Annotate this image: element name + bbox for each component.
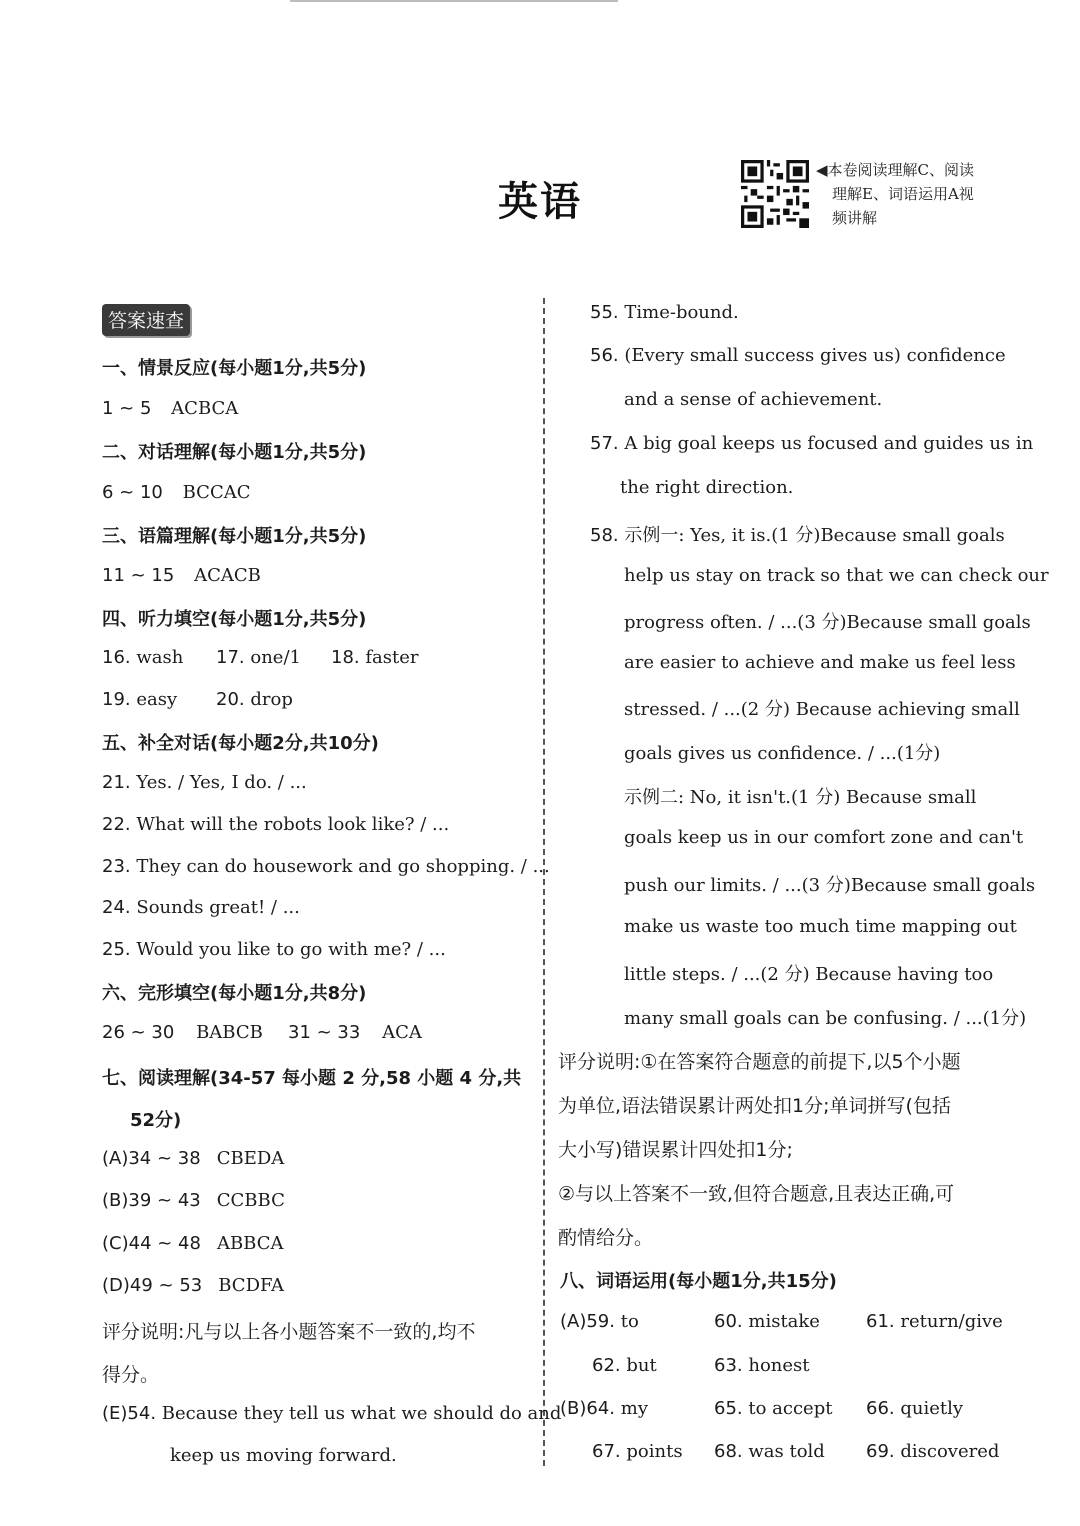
question-range: (B)39 ~ 43 (102, 1190, 201, 1211)
answer-item (866, 1441, 999, 1462)
section-heading: 二、对话理解(每小题1分,共5分) (102, 442, 367, 463)
section-heading-cont: 52分) (130, 1110, 182, 1131)
answer-text-cont: and a sense of achievement. (624, 389, 883, 410)
answer-item (102, 1403, 561, 1424)
answer-text-cont: push our limits. / ...(3 分)Because small goals (624, 875, 1036, 896)
answer-letters: CCBBC (216, 1190, 285, 1211)
answer-item (590, 521, 1005, 547)
answer-letters: BCDFA (218, 1275, 284, 1296)
answer-item (714, 1311, 820, 1332)
question-number: (B)64. (560, 1398, 616, 1419)
answer-letters: CBEDA (216, 1148, 285, 1169)
answer-text: Sounds great! / ... (136, 897, 300, 918)
answer-line (102, 1022, 263, 1043)
question-number: 68. (714, 1441, 743, 1462)
answer-item (102, 689, 177, 710)
answer-text-cont: 示例二: No, it isn't.(1 分) Because small (624, 787, 977, 808)
question-number: (A)59. (560, 1311, 615, 1332)
answer-text: drop (250, 689, 293, 710)
question-range: 31 ~ 33 (288, 1022, 361, 1043)
question-number: 56. (590, 345, 619, 366)
answer-line (102, 1233, 284, 1254)
top-rule (290, 0, 618, 2)
question-number: 57. (590, 433, 619, 454)
scoring-note: 评分说明:①在答案符合题意的前提下,以5个小题 (558, 1051, 961, 1073)
answer-text: wash (136, 647, 184, 668)
answer-item (714, 1398, 832, 1419)
answer-text-cont: stressed. / ...(2 分) Because achieving small (624, 699, 1020, 720)
question-number: 21. (102, 772, 131, 793)
scoring-note-cont: 为单位,语法错误累计两处扣1分;单词拼写(包括 (558, 1095, 951, 1117)
answer-text-cont: help us stay on track so that we can check our (624, 565, 1049, 586)
answer-text: (Every small success gives us) confidence (624, 345, 1006, 366)
answer-letters: ABBCA (216, 1233, 284, 1254)
answer-text: Would you like to go with me? / ... (136, 939, 446, 960)
answer-item (216, 647, 301, 668)
answer-text: easy (136, 689, 178, 710)
page-title: 英语 (498, 179, 582, 225)
answer-text: my (620, 1398, 649, 1419)
question-number: 60. (714, 1311, 743, 1332)
answer-item (590, 345, 1006, 366)
question-number: 16. (102, 647, 131, 668)
answer-text: to accept (748, 1398, 833, 1419)
question-range: (C)44 ~ 48 (102, 1233, 201, 1254)
question-range: 1 ~ 5 (102, 398, 152, 419)
question-number: 17. (216, 647, 245, 668)
qr-note-line: ◀本卷阅读理解C、阅读 (816, 161, 975, 179)
question-number: 58. (590, 525, 619, 546)
qr-note-line: 频讲解 (832, 209, 878, 227)
answer-letters: BCCAC (182, 482, 251, 503)
answer-item (592, 1441, 683, 1462)
section-heading: 一、情景反应(每小题1分,共5分) (102, 358, 367, 379)
answer-text-cont: progress often. / ...(3 分)Because small goals (624, 612, 1031, 633)
answer-line (102, 1190, 285, 1211)
answer-text-cont: the right direction. (620, 477, 794, 498)
answer-text: They can do housework and go shopping. / ... (136, 856, 550, 877)
qr-note (816, 158, 996, 230)
answer-line (288, 1022, 422, 1043)
qr-note-line: 理解E、词语运用A视 (832, 185, 974, 203)
question-number: 66. (866, 1398, 895, 1419)
question-range: 26 ~ 30 (102, 1022, 175, 1043)
answer-item (866, 1398, 963, 1419)
answer-text: What will the robots look like? / ... (136, 814, 450, 835)
answer-item (590, 433, 1033, 454)
answer-item (102, 814, 449, 835)
question-range: (D)49 ~ 53 (102, 1275, 203, 1296)
answer-text: one/1 (250, 647, 301, 668)
answer-line (102, 565, 261, 586)
section-heading: 四、听力填空(每小题1分,共5分) (102, 609, 367, 630)
answer-letters: ACBCA (171, 398, 239, 419)
answer-text: honest (748, 1355, 810, 1376)
question-range: 6 ~ 10 (102, 482, 163, 503)
answer-item (714, 1355, 810, 1376)
answer-item (102, 647, 183, 668)
question-number: 61. (866, 1311, 895, 1332)
answer-text: but (626, 1355, 657, 1376)
answer-text: A big goal keeps us focused and guides us in (624, 433, 1034, 454)
question-range: (A)34 ~ 38 (102, 1148, 201, 1169)
answer-item (102, 939, 446, 960)
question-number: 67. (592, 1441, 621, 1462)
answer-text: to (620, 1311, 639, 1332)
question-number: 65. (714, 1398, 743, 1419)
answer-text: Yes. / Yes, I do. / ... (136, 772, 307, 793)
answer-item (102, 772, 307, 793)
answer-text: Because they tell us what we should do and (161, 1403, 562, 1424)
answer-item (560, 1311, 639, 1332)
answer-text: points (626, 1441, 683, 1462)
section-heading: 六、完形填空(每小题1分,共8分) (102, 983, 367, 1004)
question-number: 69. (866, 1441, 895, 1462)
answer-text-cont: keep us moving forward. (170, 1445, 397, 1466)
answer-text: return/give (900, 1311, 1003, 1332)
answer-item (590, 302, 739, 323)
question-number: 55. (590, 302, 619, 323)
answer-item (216, 689, 293, 710)
answer-text: Time-bound. (624, 302, 739, 323)
answer-line (102, 1148, 284, 1169)
answer-letters: ACACB (194, 565, 261, 586)
answer-item (714, 1441, 825, 1462)
question-number: 24. (102, 897, 131, 918)
answer-line (102, 482, 251, 503)
question-number: (E)54. (102, 1403, 157, 1424)
question-number: 63. (714, 1355, 743, 1376)
answer-text-cont: many small goals can be confusing. / ...(1分) (624, 1008, 1027, 1029)
answer-text: discovered (900, 1441, 1000, 1462)
scoring-note-cont: 酌情给分。 (558, 1227, 654, 1249)
answer-text: was told (748, 1441, 825, 1462)
answer-item (560, 1398, 648, 1419)
scoring-note-cont: 得分。 (102, 1364, 160, 1386)
answer-text: 示例一: Yes, it is.(1 分)Because small goals (624, 525, 1005, 546)
answer-text-cont: make us waste too much time mapping out (624, 916, 1017, 937)
answer-item (102, 897, 300, 918)
answer-item (866, 1311, 1003, 1332)
section-heading: 五、补全对话(每小题2分,共10分) (102, 733, 379, 754)
answer-item (331, 647, 419, 668)
answer-item (592, 1355, 657, 1376)
answer-text: quietly (900, 1398, 964, 1419)
question-number: 19. (102, 689, 131, 710)
answer-line (102, 398, 238, 419)
section-heading: 八、词语运用(每小题1分,共15分) (560, 1271, 837, 1292)
answer-letters: BABCB (196, 1022, 263, 1043)
question-number: 25. (102, 939, 131, 960)
column-divider (543, 298, 545, 1466)
answer-line (102, 1275, 284, 1296)
question-number: 22. (102, 814, 131, 835)
answer-letters: ACA (382, 1022, 422, 1043)
scoring-note-cont: ②与以上答案不一致,但符合题意,且表达正确,可 (558, 1183, 955, 1205)
question-number: 18. (331, 647, 360, 668)
scoring-note-cont: 大小写)错误累计四处扣1分; (558, 1139, 793, 1161)
answer-item (102, 856, 550, 877)
answer-text-cont: little steps. / ...(2 分) Because having too (624, 964, 994, 985)
answer-text-cont: goals gives us confidence. / ...(1分) (624, 743, 941, 764)
answer-text: faster (365, 647, 419, 668)
question-number: 20. (216, 689, 245, 710)
question-number: 62. (592, 1355, 621, 1376)
answer-text: mistake (748, 1311, 820, 1332)
answer-text-cont: are easier to achieve and make us feel less (624, 652, 1016, 673)
section-heading: 三、语篇理解(每小题1分,共5分) (102, 526, 367, 547)
answer-key-badge: 答案速查 (102, 304, 190, 336)
answer-text-cont: goals keep us in our comfort zone and can't (624, 827, 1024, 848)
section-heading: 七、阅读理解(34-57 每小题 2 分,58 小题 4 分,共 (102, 1068, 522, 1089)
scoring-note: 评分说明:凡与以上各小题答案不一致的,均不 (102, 1321, 476, 1343)
question-range: 11 ~ 15 (102, 565, 175, 586)
qr-code-icon (741, 160, 809, 228)
question-number: 23. (102, 856, 131, 877)
